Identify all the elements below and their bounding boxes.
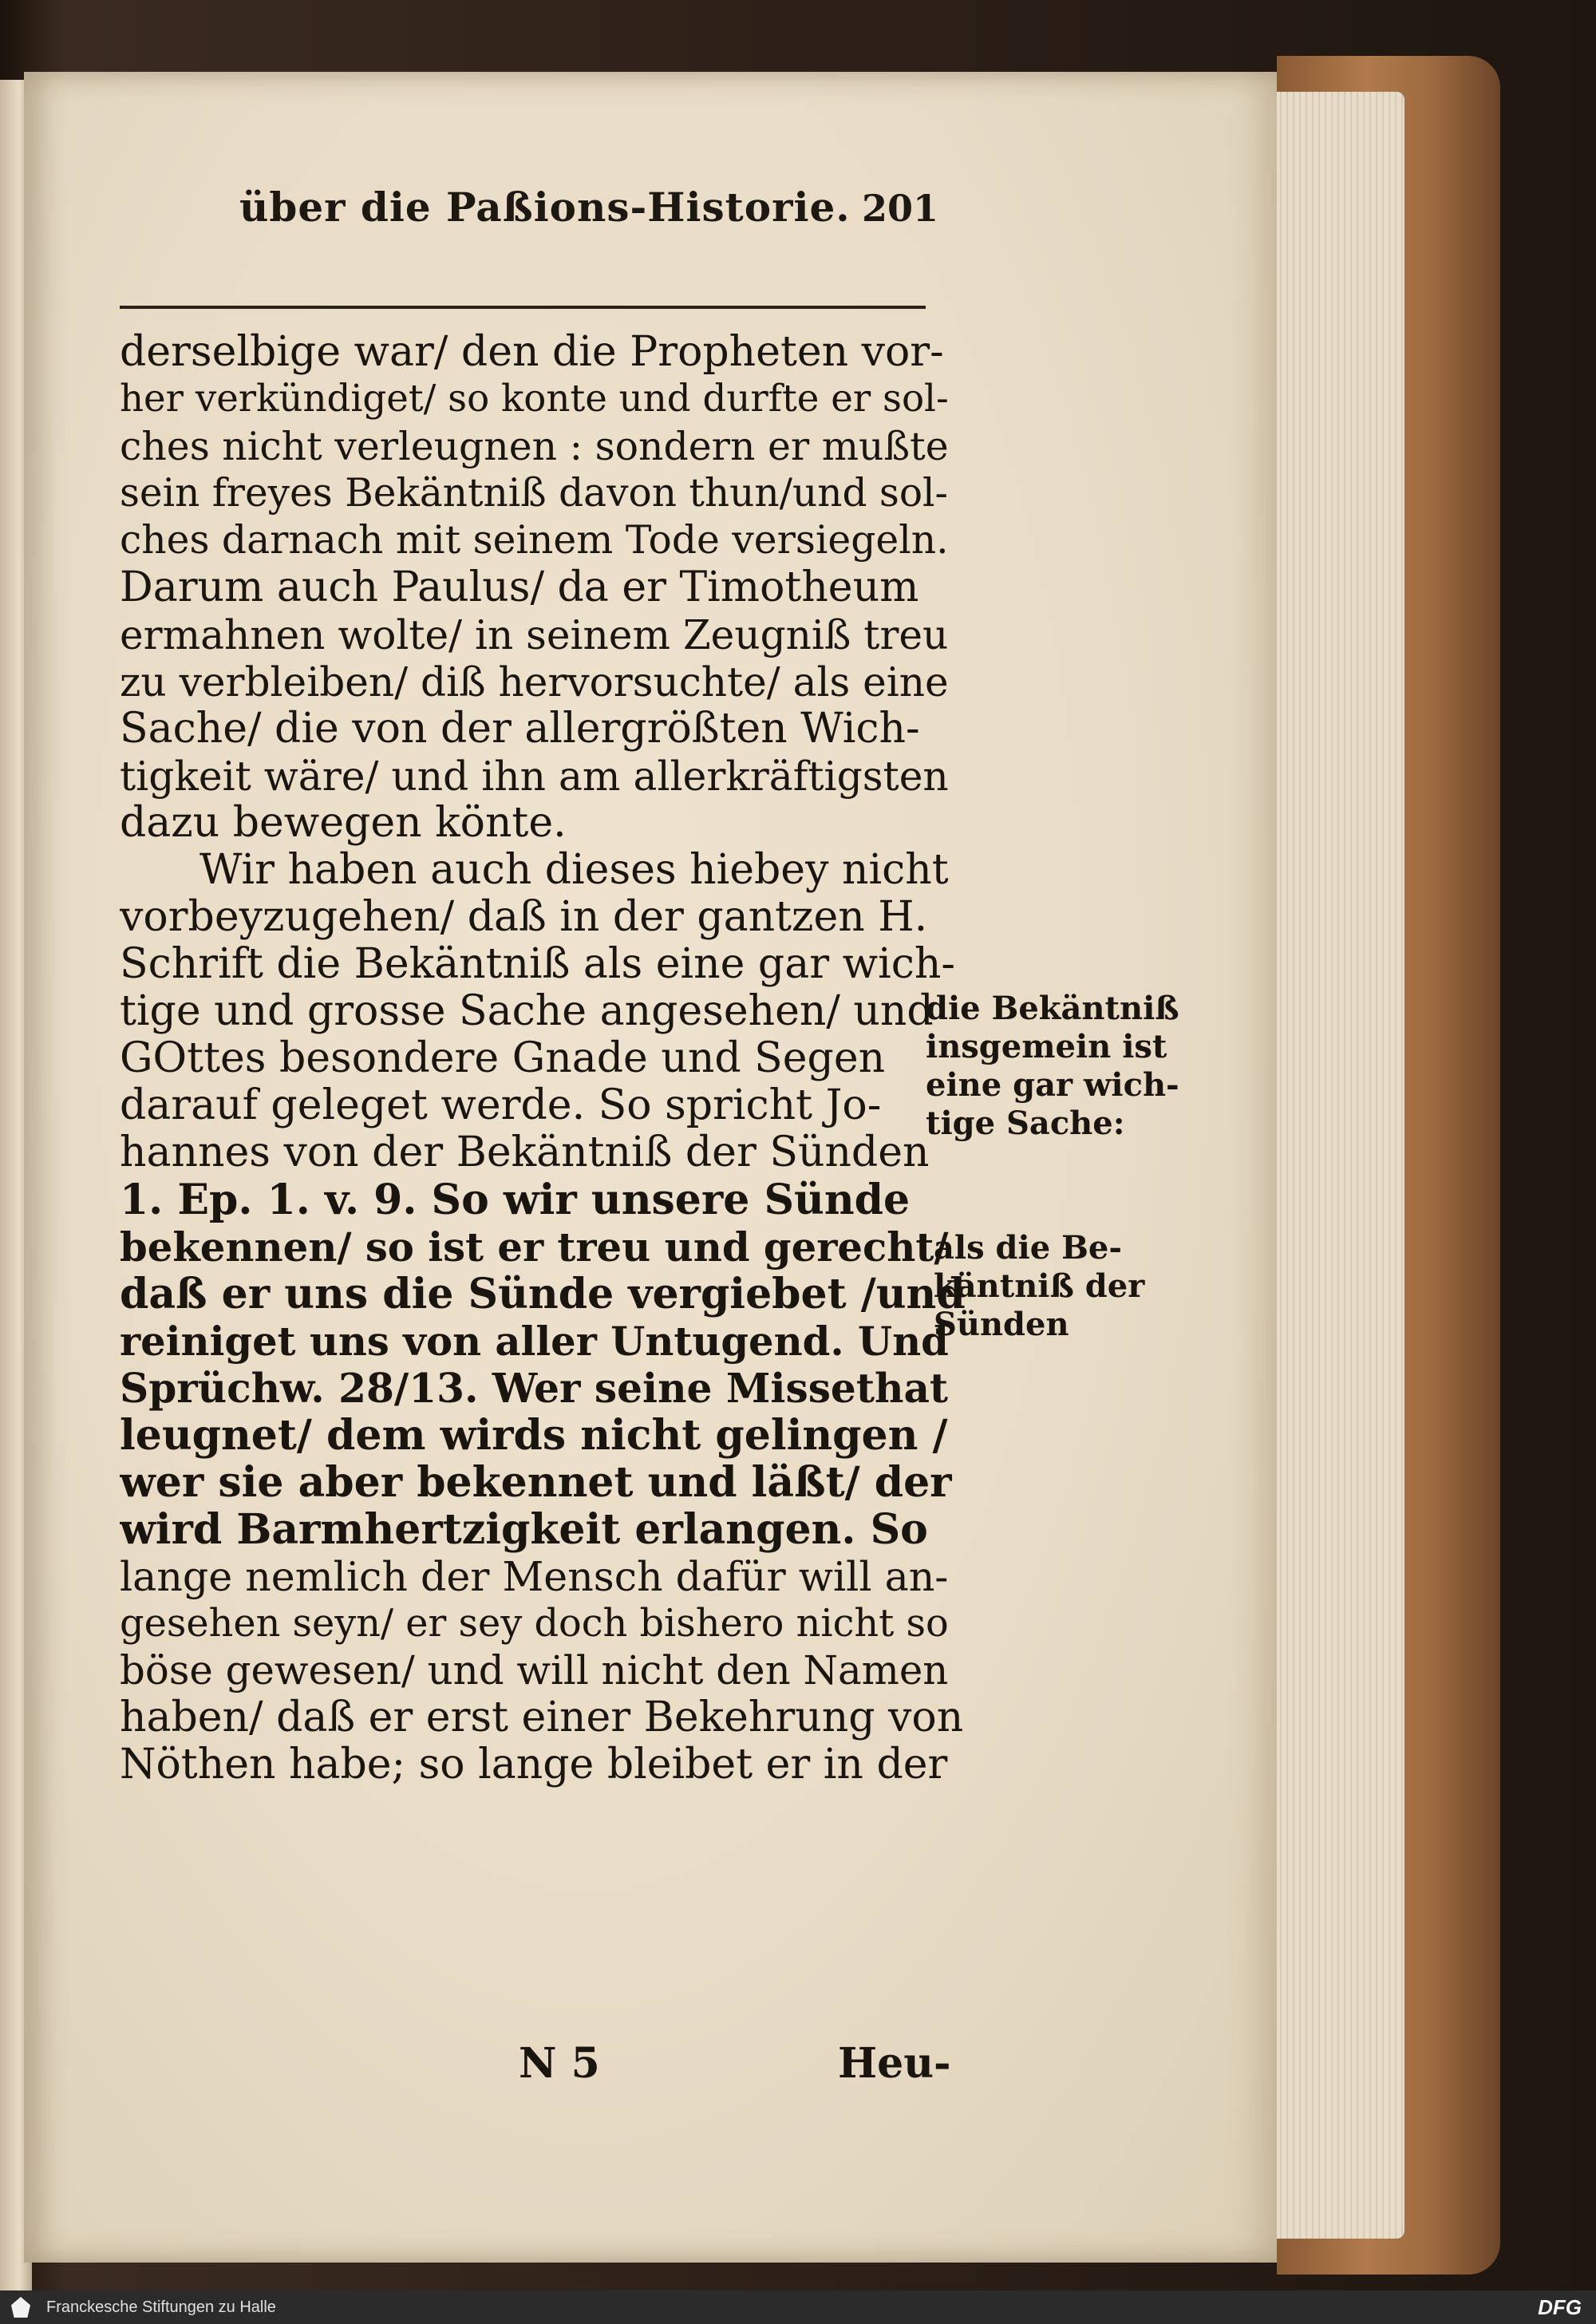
text-line: tigkeit wäre/ und ihn am allerkräftigsten	[120, 753, 949, 800]
text-line: 1. Ep. 1. v. 9. So wir unsere Sünde	[120, 1176, 911, 1223]
institution-logo-icon	[11, 2297, 30, 2318]
text-line: reiniget uns von aller Untugend. Und	[120, 1318, 949, 1365]
text-line: hannes von der Bekäntniß der Sünden	[120, 1129, 930, 1176]
text-line: sein freyes Bekäntniß davon thun/und sol-	[120, 471, 948, 516]
text-line: gesehen seyn/ er sey doch bishero nicht so	[120, 1602, 949, 1646]
text-line: zu verbleiben/ diß hervorsuchte/ als eine	[120, 658, 949, 706]
header-rule	[120, 306, 926, 309]
margin-note-line: eine gar wich-	[926, 1066, 1179, 1104]
page-header	[239, 184, 958, 247]
text-line: ermahnen wolte/ in seinem Zeugniß treu	[120, 611, 949, 658]
text-line: Nöthen habe; so lange bleibet er in der	[120, 1741, 948, 1788]
text-line: tige und grosse Sache angesehen/ und	[120, 988, 934, 1035]
margin-note-line: Sünden	[934, 1306, 1069, 1343]
main-text-block	[120, 329, 966, 1788]
book-page	[24, 72, 1277, 2263]
text-line: derselbige war/ den die Propheten vor-	[120, 329, 944, 376]
running-head: über die Paßions-Historie.	[239, 184, 851, 231]
margin-note-line: als die Be-	[934, 1229, 1122, 1267]
margin-note-line: käntniß der	[934, 1267, 1145, 1305]
page-edges	[1257, 92, 1404, 2239]
margin-note-line: tige Sache:	[926, 1105, 1125, 1142]
text-line: haben/ daß er erst einer Bekehrung von	[120, 1694, 964, 1741]
text-line: leugnet/ dem wirds nicht gelingen /	[120, 1412, 948, 1459]
page-number: 201	[862, 187, 939, 230]
text-line: lange nemlich der Mensch dafür will an-	[120, 1553, 949, 1600]
text-line: daß er uns die Sünde vergiebet /und	[120, 1271, 966, 1318]
text-line: Sprüchw. 28/13. Wer seine Missethat	[120, 1365, 949, 1412]
margin-note	[926, 990, 1179, 1143]
text-line: böse gewesen/ und will nicht den Namen	[120, 1647, 949, 1694]
text-line: darauf geleget werde. So spricht Jo-	[120, 1082, 882, 1129]
viewer-footer	[0, 2290, 1596, 2324]
margin-note-line: die Bekäntniß	[926, 990, 1179, 1027]
text-line: her verkündiget/ so konte und durfte er sol-	[120, 377, 949, 421]
dfg-logo: DFG	[1538, 2295, 1582, 2319]
text-line: vorbeyzugehen/ daß in der gantzen H.	[120, 894, 928, 941]
signature-mark: N 5	[519, 2039, 600, 2088]
text-line: Sache/ die von der allergrößten Wich-	[120, 706, 920, 753]
catchword: Heu-	[838, 2039, 951, 2088]
margin-note-line: insgemein ist	[926, 1028, 1167, 1065]
text-line: GOttes besondere Gnade und Segen	[120, 1035, 886, 1082]
text-line: dazu bewegen könte.	[120, 800, 567, 847]
institution-name: Franckesche Stiftungen zu Halle	[46, 2298, 276, 2316]
text-line: ches darnach mit seinem Tode versiegeln.	[120, 518, 949, 563]
text-line: wer sie aber bekennet und läßt/ der	[120, 1459, 952, 1506]
text-line: wird Barmhertzigkeit erlangen. So	[120, 1506, 928, 1553]
text-line: ches nicht verleugnen : sondern er mußte	[120, 424, 949, 469]
text-line: bekennen/ so ist er treu und gerecht/	[120, 1223, 949, 1271]
margin-note	[934, 1229, 1173, 1344]
text-line: Darum auch Paulus/ da er Timotheum	[120, 564, 919, 611]
text-line: Wir haben auch dieses hiebey nicht	[200, 847, 949, 894]
text-line: Schrift die Bekäntniß als eine gar wich-	[120, 941, 955, 988]
